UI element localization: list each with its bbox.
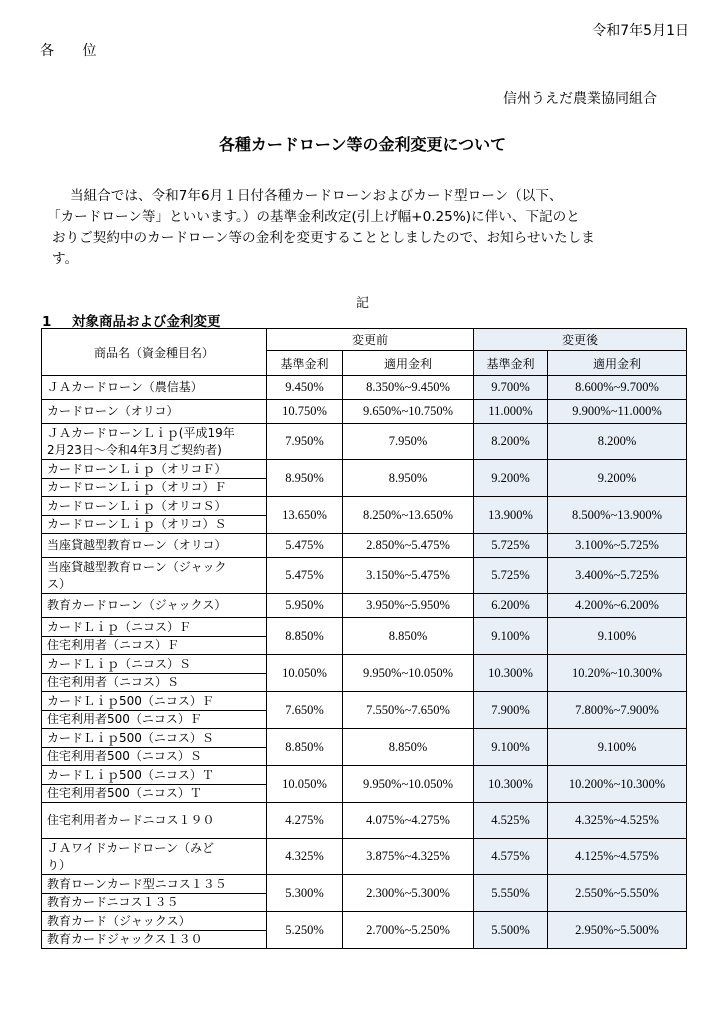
table-row — [42, 558, 687, 594]
after-base-rate: 5.550% — [474, 875, 548, 912]
table-row — [42, 376, 687, 400]
product-name-cell — [42, 376, 267, 400]
product-name: 住宅利用者500（ニコス）Ｓ — [47, 748, 202, 763]
product-name: 住宅利用者500（ニコス）Ｆ — [47, 711, 202, 726]
before-base-rate: 10.050% — [267, 766, 343, 803]
body-line: 「カードローン等」といいます。）の基準金利改定(引上げ幅+0.25%)に伴い、下記のと — [47, 209, 580, 225]
product-name-cell — [42, 655, 267, 692]
product-name-cell — [42, 400, 267, 424]
table-row — [42, 839, 687, 875]
after-applied-rate: 10.200%~10.300% — [548, 766, 687, 803]
product-name-cell — [42, 875, 267, 912]
before-base-rate: 8.950% — [267, 460, 343, 497]
product-name: 教育カードジャックス１３０ — [47, 931, 203, 946]
product-name: カードＬｉｐ（ニコス）Ｓ — [42, 656, 266, 674]
product-name-cell — [42, 497, 267, 534]
after-applied-rate: 8.500%~13.900% — [548, 497, 687, 534]
table-row — [42, 460, 687, 497]
before-applied-rate: 2.850%~5.475% — [343, 534, 474, 558]
table-row — [42, 400, 687, 424]
section-heading — [42, 310, 221, 330]
header-before-applied: 適用金利 — [343, 351, 474, 376]
after-base-rate: 11.000% — [474, 400, 548, 424]
before-base-rate: 5.475% — [267, 534, 343, 558]
product-name-cell — [42, 912, 267, 949]
table-row — [42, 424, 687, 460]
product-name-cell — [42, 594, 267, 618]
before-base-rate: 10.750% — [267, 400, 343, 424]
after-applied-rate: 3.400%~5.725% — [548, 558, 687, 594]
product-name: カードローンＬｉｐ（オリコＦ） — [42, 461, 266, 479]
table-row — [42, 729, 687, 766]
after-applied-rate: 2.950%~5.500% — [548, 912, 687, 949]
product-name: 住宅利用者（ニコス）Ｓ — [47, 674, 180, 689]
product-name: ス） — [47, 576, 72, 591]
product-name-cell — [42, 766, 267, 803]
before-base-rate: 4.275% — [267, 803, 343, 839]
after-base-rate: 4.525% — [474, 803, 548, 839]
product-name: 住宅利用者カードニコス１９０ — [47, 813, 215, 827]
document-title: 各種カードローン等の金利変更について — [218, 135, 507, 154]
table-row — [42, 803, 687, 839]
table-row — [42, 692, 687, 729]
before-applied-rate: 3.150%~5.475% — [343, 558, 474, 594]
product-name: 教育カードニコス１３５ — [47, 894, 179, 909]
before-applied-rate: 2.300%~5.300% — [343, 875, 474, 912]
after-applied-rate: 4.200%~6.200% — [548, 594, 687, 618]
before-base-rate: 4.325% — [267, 839, 343, 875]
before-base-rate: 10.050% — [267, 655, 343, 692]
after-applied-rate: 9.100% — [548, 618, 687, 655]
after-base-rate: 5.725% — [474, 558, 548, 594]
ki-marker: 記 — [355, 296, 369, 311]
product-name: 教育ローンカード型ニコス１３５ — [42, 876, 266, 894]
table-row — [42, 655, 687, 692]
before-base-rate: 8.850% — [267, 618, 343, 655]
after-base-rate: 7.900% — [474, 692, 548, 729]
rate-change-table — [41, 328, 687, 949]
before-applied-rate: 9.950%~10.050% — [343, 766, 474, 803]
product-name: カードローンＬｉｐ（オリコＳ） — [42, 498, 266, 516]
after-base-rate: 9.700% — [474, 376, 548, 400]
after-applied-rate: 9.900%~11.000% — [548, 400, 687, 424]
product-name: 2月23日～令和4年3月ご契約者) — [47, 442, 222, 457]
before-applied-rate: 9.950%~10.050% — [343, 655, 474, 692]
addressee: 各 位 — [40, 43, 109, 59]
before-base-rate: 7.650% — [267, 692, 343, 729]
issuer-name: 信州うえだ農業協同組合 — [503, 91, 657, 107]
before-applied-rate: 9.650%~10.750% — [343, 400, 474, 424]
product-name: カードローンＬｉｐ（オリコ）Ｆ — [47, 479, 227, 494]
product-name: カードＬｉｐ500（ニコス）Ｓ — [42, 730, 266, 748]
body-line: おりご契約中のカードローン等の金利を変更することとしましたので、お知らせいたしま — [52, 230, 595, 246]
product-name: り） — [47, 857, 72, 872]
product-name: ＪＡカードローン（農信基） — [47, 380, 203, 394]
after-applied-rate: 4.125%~4.575% — [548, 839, 687, 875]
after-base-rate: 9.100% — [474, 618, 548, 655]
product-name-cell — [42, 839, 267, 875]
before-applied-rate: 8.950% — [343, 460, 474, 497]
before-base-rate: 9.450% — [267, 376, 343, 400]
product-name-cell — [42, 534, 267, 558]
after-applied-rate: 8.600%~9.700% — [548, 376, 687, 400]
table-row — [42, 875, 687, 912]
section-number: 1 — [42, 314, 52, 330]
header-before: 変更前 — [267, 329, 474, 351]
product-name: カードＬｉｐ500（ニコス）Ｔ — [42, 767, 266, 785]
after-base-rate: 5.725% — [474, 534, 548, 558]
table-row — [42, 534, 687, 558]
header-after: 変更後 — [474, 329, 687, 351]
header-before-base: 基準金利 — [267, 351, 343, 376]
after-applied-rate: 3.100%~5.725% — [548, 534, 687, 558]
body-line: 当組合では、令和7年6月１日付各種カードローンおよびカード型ローン（以下、 — [70, 188, 563, 204]
before-applied-rate: 7.550%~7.650% — [343, 692, 474, 729]
section-title: 対象商品および金利変更 — [72, 314, 221, 330]
after-applied-rate: 4.325%~4.525% — [548, 803, 687, 839]
product-name: カードＬｉｐ（ニコス）Ｆ — [42, 619, 266, 637]
after-base-rate: 9.100% — [474, 729, 548, 766]
table-row — [42, 497, 687, 534]
before-applied-rate: 8.850% — [343, 729, 474, 766]
after-base-rate: 4.575% — [474, 839, 548, 875]
before-base-rate: 5.250% — [267, 912, 343, 949]
before-applied-rate: 3.875%~4.325% — [343, 839, 474, 875]
product-name-cell — [42, 692, 267, 729]
before-base-rate: 7.950% — [267, 424, 343, 460]
after-applied-rate: 10.20%~10.300% — [548, 655, 687, 692]
product-name-cell — [42, 460, 267, 497]
before-applied-rate: 8.250%~13.650% — [343, 497, 474, 534]
product-name-cell — [42, 558, 267, 594]
product-name-cell — [42, 424, 267, 460]
header-after-base: 基準金利 — [474, 351, 548, 376]
product-name: カードローンＬｉｐ（オリコ）Ｓ — [47, 516, 227, 531]
product-name: ＪＡワイドカードローン（みど — [47, 840, 215, 855]
notice-body — [47, 186, 692, 270]
product-name-cell — [42, 729, 267, 766]
after-base-rate: 6.200% — [474, 594, 548, 618]
before-applied-rate: 3.950%~5.950% — [343, 594, 474, 618]
after-base-rate: 8.200% — [474, 424, 548, 460]
after-applied-rate: 9.200% — [548, 460, 687, 497]
product-name: 教育カードローン（ジャックス） — [47, 598, 227, 612]
before-applied-rate: 8.850% — [343, 618, 474, 655]
table-row — [42, 618, 687, 655]
before-applied-rate: 4.075%~4.275% — [343, 803, 474, 839]
header-after-applied: 適用金利 — [548, 351, 687, 376]
table-row — [42, 594, 687, 618]
after-applied-rate: 9.100% — [548, 729, 687, 766]
before-base-rate: 5.300% — [267, 875, 343, 912]
issue-date: 令和7年5月1日 — [592, 23, 689, 39]
product-name: 住宅利用者500（ニコス）Ｔ — [47, 785, 202, 800]
before-base-rate: 5.475% — [267, 558, 343, 594]
before-applied-rate: 2.700%~5.250% — [343, 912, 474, 949]
product-name: 住宅利用者（ニコス）Ｆ — [47, 637, 180, 652]
rate-table-body — [42, 376, 687, 949]
product-name: 当座貸越型教育ローン（ジャック — [47, 559, 227, 574]
table-row — [42, 766, 687, 803]
after-base-rate: 13.900% — [474, 497, 548, 534]
header-product: 商品名（資金種目名） — [42, 329, 267, 376]
before-base-rate: 13.650% — [267, 497, 343, 534]
after-base-rate: 5.500% — [474, 912, 548, 949]
after-applied-rate: 2.550%~5.550% — [548, 875, 687, 912]
after-applied-rate: 7.800%~7.900% — [548, 692, 687, 729]
product-name-cell — [42, 618, 267, 655]
before-base-rate: 8.850% — [267, 729, 343, 766]
product-name: 当座貸越型教育ローン（オリコ） — [47, 538, 227, 552]
after-base-rate: 9.200% — [474, 460, 548, 497]
after-base-rate: 10.300% — [474, 655, 548, 692]
body-line: す。 — [52, 251, 79, 267]
table-row — [42, 912, 687, 949]
product-name: ＪＡカードローンＬｉｐ(平成19年 — [47, 425, 235, 440]
after-base-rate: 10.300% — [474, 766, 548, 803]
product-name: カードローン（オリコ） — [47, 404, 179, 418]
product-name: カードＬｉｐ500（ニコス）Ｆ — [42, 693, 266, 711]
before-applied-rate: 7.950% — [343, 424, 474, 460]
before-base-rate: 5.950% — [267, 594, 343, 618]
before-applied-rate: 8.350%~9.450% — [343, 376, 474, 400]
product-name-cell — [42, 803, 267, 839]
product-name: 教育カード（ジャックス） — [42, 913, 266, 931]
after-applied-rate: 8.200% — [548, 424, 687, 460]
